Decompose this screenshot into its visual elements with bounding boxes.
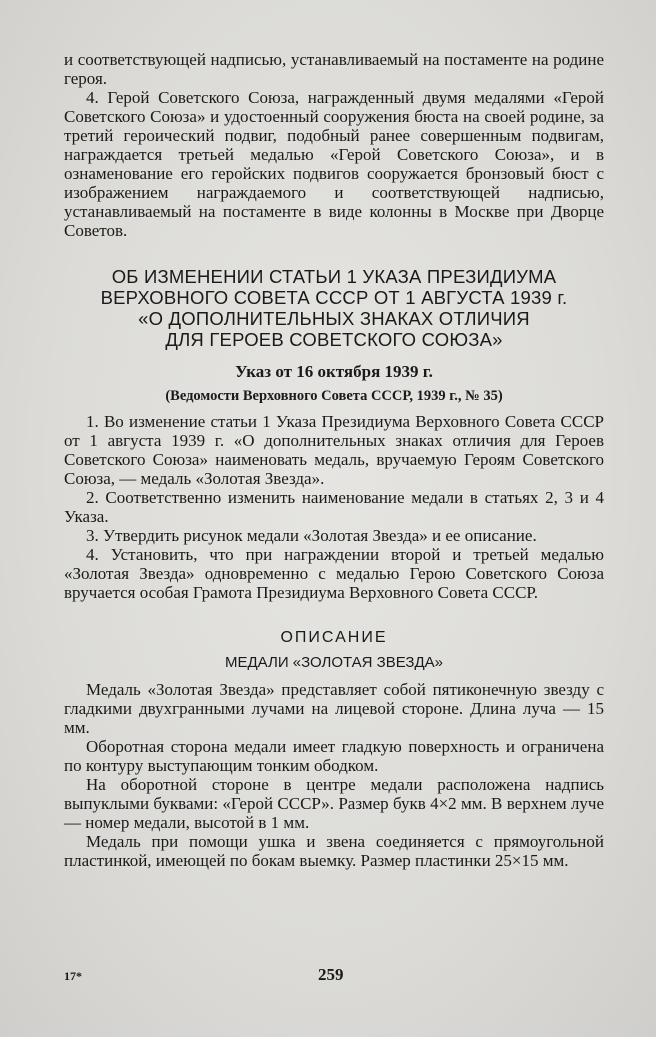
decree-paragraph: 4. Установить, что при награждении второй и третьей медалью «Золотая Звезда» одновременно с медалью Герою Советского Союза вручается особая Грамота Президиума Верховного Совета СССР. [64,545,604,602]
page-number: 259 [318,965,344,984]
heading-line: ДЛЯ ГЕРОЕВ СОВЕТСКОГО СОЮЗА» [165,329,503,350]
decree-paragraph: 1. Во изменение статьи 1 Указа Президиума Верховного Совета СССР от 1 августа 1939 г. «О дополнительных знаках отличия для Героев Советского Союза» наименовать медаль, вручаемую Героям Советского Союза, — медаль «Золотая Звезда». [64,412,604,488]
paragraph-continuation: и соответствующей надписью, устанавливаемый на постаменте на родине героя. [64,50,604,88]
description-paragraph: На оборотной стороне в центре медали расположена надпись выпуклыми буквами: «Герой СССР». Размер букв 4×2 мм. В верхнем луче — номер медали, высотой в 1 мм. [64,775,604,832]
decree-paragraph: 3. Утвердить рисунок медали «Золотая Звезда» и ее описание. [86,526,537,545]
page-content [64,50,604,870]
signature-mark: 17* [64,969,82,983]
description-paragraph: Оборотная сторона медали имеет гладкую поверхность и ограничена по контуру выступающим тонким ободком. [64,737,604,775]
heading-line: ОБ ИЗМЕНЕНИИ СТАТЬИ 1 УКАЗА ПРЕЗИДИУМА [111,266,557,287]
heading-line: «О ДОПОЛНИТЕЛЬНЫХ ЗНАКАХ ОТЛИЧИЯ [138,308,530,329]
heading-line: ВЕРХОВНОГО СОВЕТА СССР ОТ 1 АВГУСТА 1939 г. [100,287,568,308]
description-paragraph: Медаль «Золотая Звезда» представляет собой пятиконечную звезду с гладкими двухгранными лучами на лицевой стороне. Длина луча — 15 мм. [64,680,604,737]
section-title: ОПИСАНИЕ [280,629,388,646]
paragraph-article-4: 4. Герой Советского Союза, награжденный двумя медалями «Герой Советского Союза» и удостоенный сооружения бюста на своей родине, за третий героический подвиг, подобный ранее совершенным подвигам, награждается третьей медалью «Герой Советского Союза», и в ознаменование его геройских подвигов сооружается бронзовый бюст с изображением награждаемого и соответствующей надписью, устанавливаемый на постаменте в виде колонны в Москве при Дворце Советов. [64,88,604,240]
decree-heading [64,266,604,350]
description-paragraph: Медаль при помощи ушка и звена соединяется с прямоугольной пластинкой, имеющей по бокам выемку. Размер пластинки 25×15 мм. [64,832,604,870]
decree-paragraph: 2. Соответственно изменить наименование медали в статьях 2, 3 и 4 Указа. [64,488,604,526]
decree-title: Указ от 16 октября 1939 г. [235,362,433,381]
decree-source: (Ведомости Верховного Совета СССР, 1939 г., № 35) [165,388,503,404]
section-subtitle: МЕДАЛИ «ЗОЛОТАЯ ЗВЕЗДА» [224,654,443,671]
